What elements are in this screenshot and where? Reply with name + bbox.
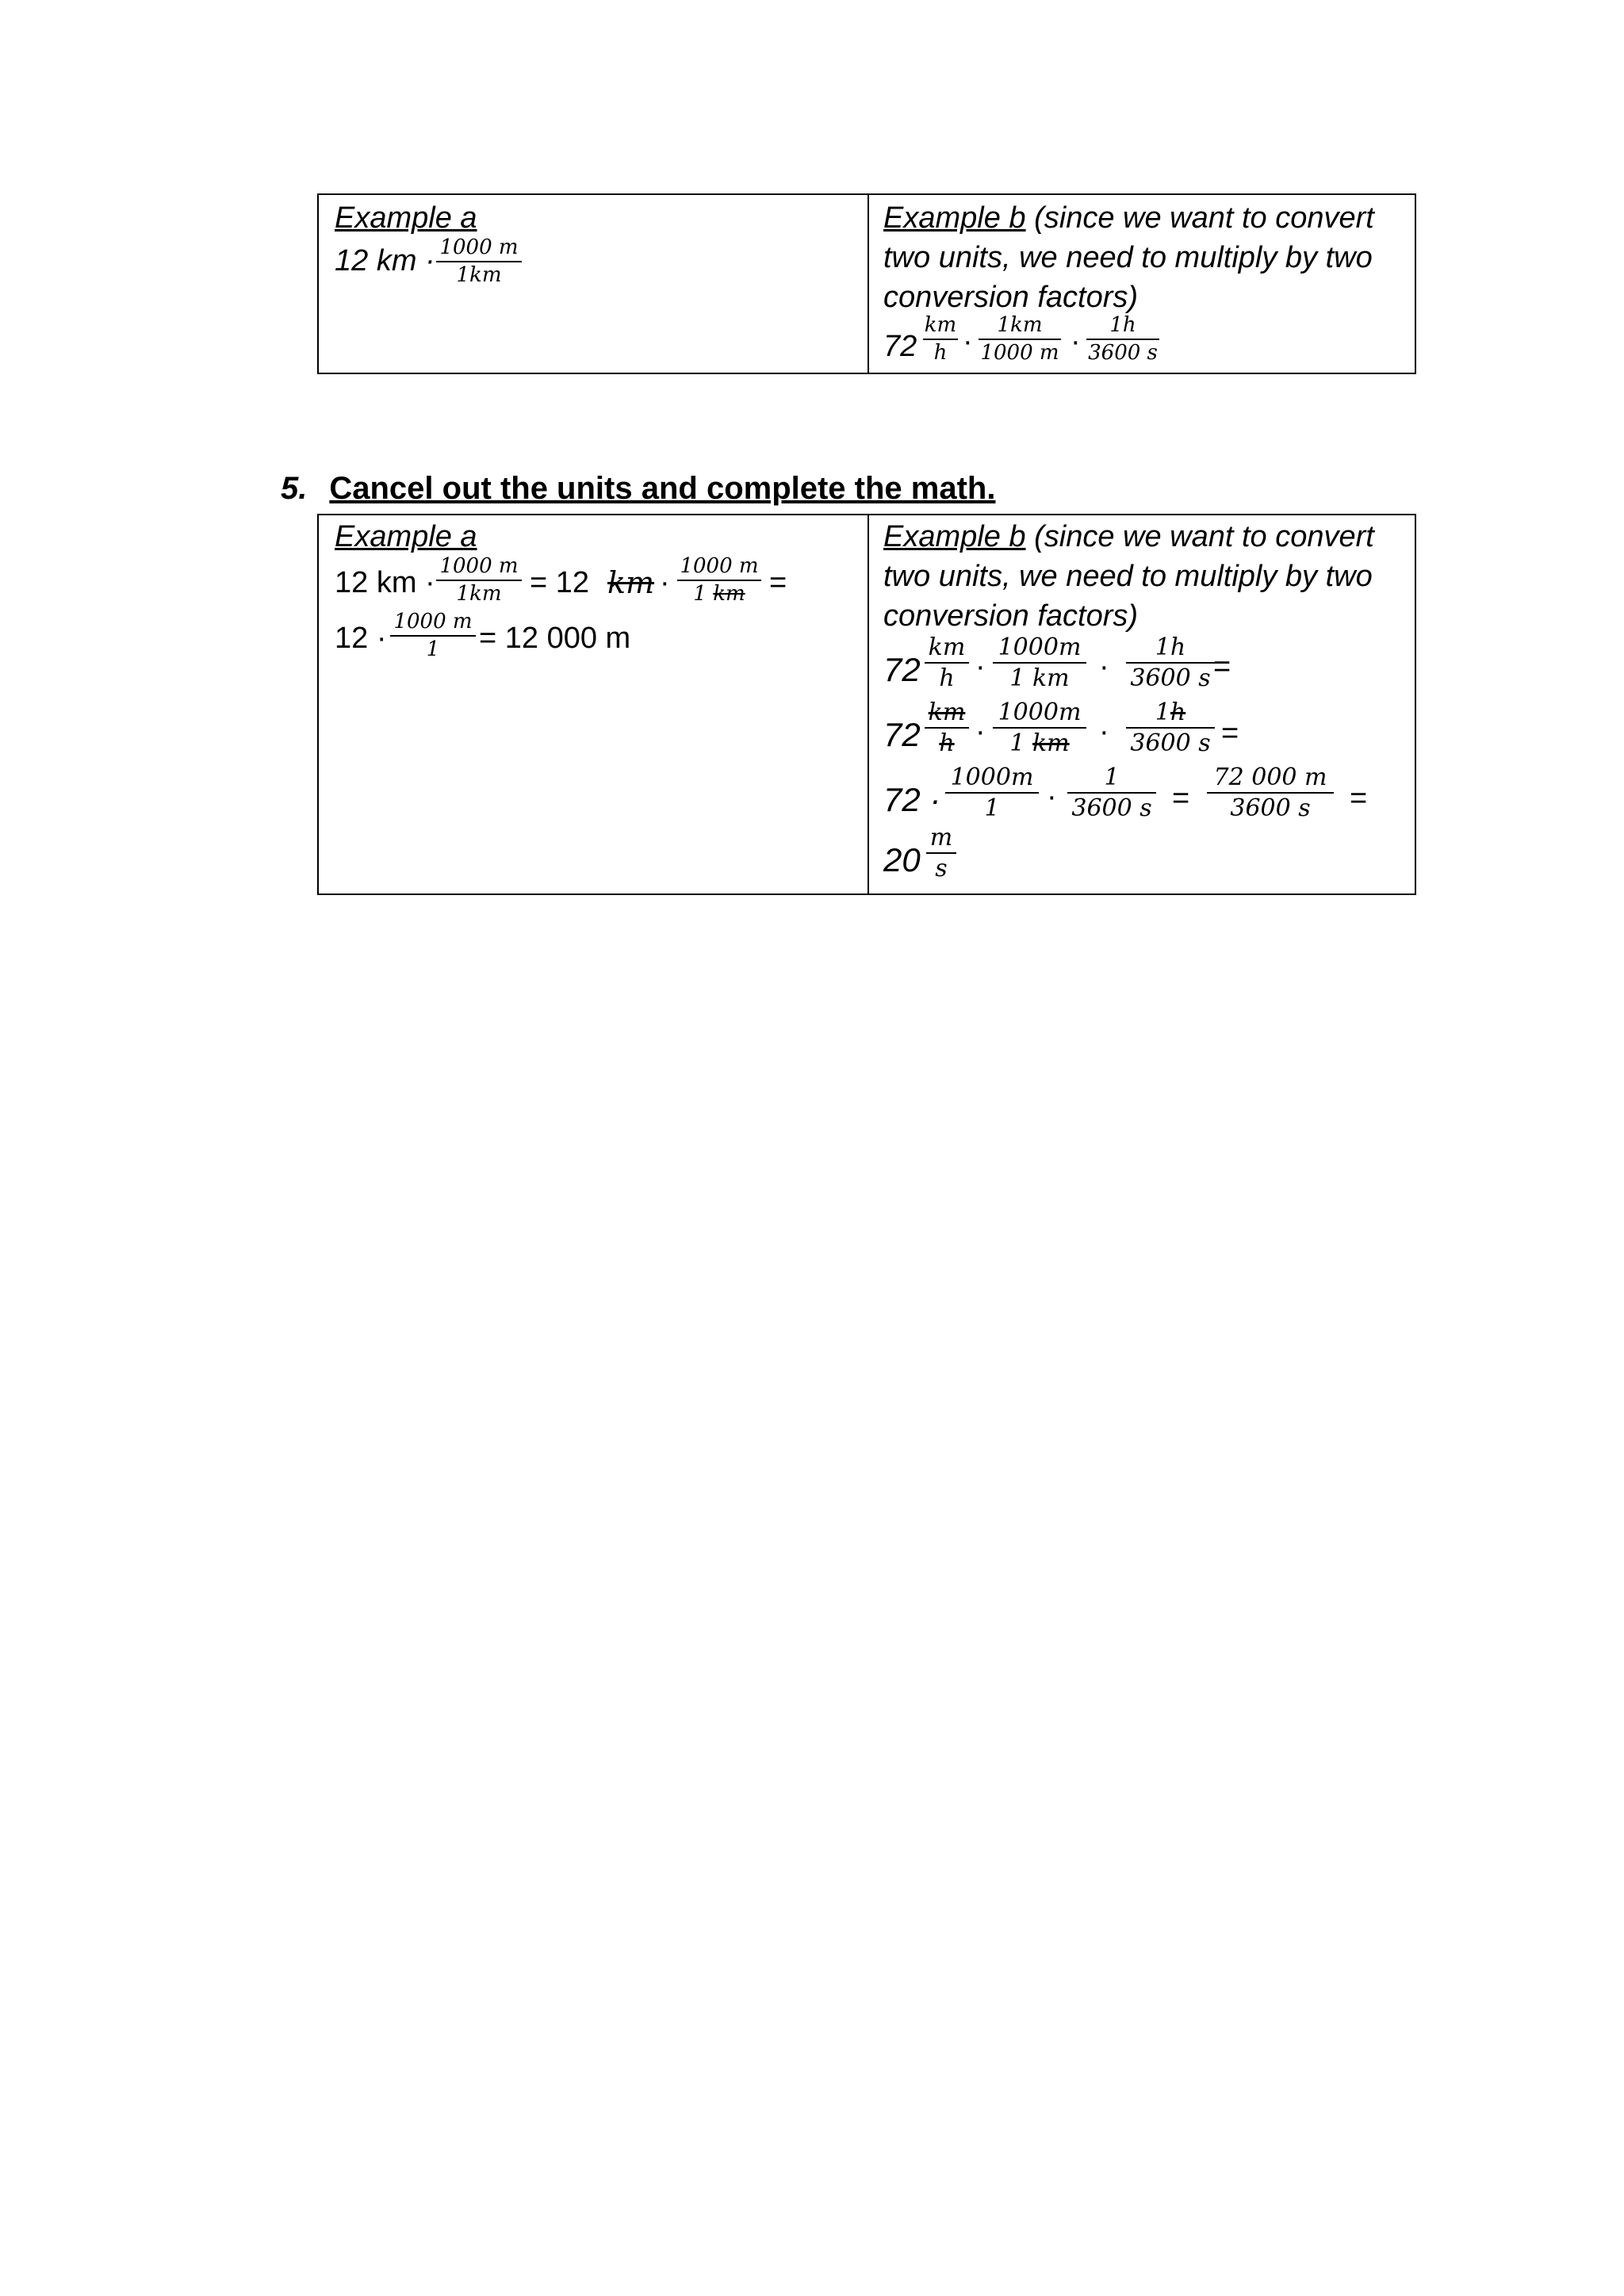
example-b-note-line3: conversion factors) (883, 281, 1139, 314)
fraction-denominator: h (933, 340, 948, 365)
example-a-line1-fraction (436, 555, 522, 605)
cancelled-km: km (607, 565, 655, 600)
fraction-numerator: 1km (997, 313, 1043, 337)
row2-lead: 72 (883, 716, 921, 753)
row2-rate-fraction-cancelled (925, 699, 969, 756)
example-a-line1-prefix: 12 km · (335, 566, 435, 599)
column-divider (868, 515, 869, 894)
row1-meter-factor (993, 634, 1086, 691)
fraction-denominator: 3600 s (1130, 664, 1211, 692)
equals-sign: = (1172, 782, 1190, 815)
fraction-numerator: 1h (1155, 633, 1186, 661)
example-b-note-line3: conversion factors) (883, 599, 1139, 633)
final-result-number: 20 (883, 841, 921, 878)
fraction-numerator: 1000 m (680, 554, 759, 578)
fraction-numerator: 1h (1109, 313, 1136, 337)
fraction-numerator (1155, 699, 1185, 725)
fraction-denominator: 1 km (1009, 664, 1070, 692)
example-a-line2-prefix: 12 · (335, 622, 387, 655)
step-title: Cancel out the units and complete the math. (329, 471, 996, 506)
fraction-numerator: m (929, 824, 953, 851)
equals-sign: = (1350, 782, 1368, 815)
multiply-dot: · (963, 325, 973, 358)
equals-twelve: = 12 (530, 566, 590, 599)
example-b-note-line2: two units, we need to multiply by two (883, 241, 1373, 274)
fraction-numerator: 1000m (950, 763, 1034, 791)
cancelled-km: km (713, 581, 745, 606)
step-number: 5. (281, 471, 308, 506)
fraction-denominator (1009, 730, 1069, 756)
cancelled-h: h (1170, 698, 1186, 726)
fraction-denominator: 1000 m (980, 340, 1059, 365)
conversion-table-1 (317, 193, 1416, 374)
denominator-number: 1 (1009, 729, 1025, 757)
row3-meter-fraction (945, 764, 1039, 821)
example-b-label: Example b (883, 520, 1026, 553)
fraction-numerator: 72 000 m (1213, 763, 1327, 791)
example-a-label: Example a (335, 520, 477, 553)
example-b-note-line1: (since we want to convert (1034, 520, 1374, 553)
multiply-dot: · (660, 566, 670, 599)
example-a-expression-prefix: 12 km · (335, 244, 435, 277)
row3-product-fraction (1207, 764, 1334, 821)
example-b-heading (883, 522, 1374, 552)
numerator-number: 1 (1155, 698, 1170, 726)
example-b-note-line2: two units, we need to multiply by two (883, 560, 1373, 593)
example-b-km-factor (979, 314, 1061, 364)
cancelled-km: km (1032, 729, 1070, 757)
equals-sign: = (1213, 650, 1231, 683)
fraction-numerator: km (924, 313, 957, 337)
fraction-denominator: 3600 s (1130, 729, 1211, 757)
example-b-heading (883, 203, 1374, 233)
denominator-number: 1 (693, 581, 707, 606)
fraction-denominator (693, 583, 745, 606)
fraction-numerator: 1000m (998, 698, 1082, 726)
fraction-numerator: 1000 m (439, 554, 519, 578)
row1-lead: 72 (883, 651, 921, 688)
row3-lead: 72 · (883, 781, 941, 818)
example-b-label: Example b (883, 201, 1026, 235)
fraction-numerator: 1000m (998, 633, 1082, 661)
fraction-denominator: 3600 s (1071, 794, 1152, 822)
fraction-denominator: 1 (984, 794, 1000, 822)
fraction-numerator: 1 (1104, 763, 1120, 791)
fraction-numerator: 1000 m (439, 235, 519, 259)
fraction-denominator: 3600 s (1230, 794, 1311, 822)
example-b-note-line1: (since we want to convert (1034, 201, 1374, 235)
cancelled-denominator: h (939, 729, 955, 757)
row2-meter-factor (993, 699, 1086, 756)
fraction-denominator: 1km (456, 262, 502, 287)
final-result-unit (926, 825, 956, 882)
step-heading (281, 471, 995, 507)
example-b-lead-number: 72 (883, 330, 917, 363)
fraction-denominator: 1 (426, 637, 440, 661)
example-b-hour-factor (1086, 314, 1159, 364)
example-a-conversion-fraction (436, 236, 522, 286)
equals-sign: = (1221, 717, 1239, 750)
example-a-line1-cancel-fraction (677, 555, 761, 605)
multiply-dot: · (1071, 325, 1081, 358)
example-a-result: = 12 000 m (479, 622, 631, 655)
row1-hour-factor (1126, 634, 1215, 691)
cancelled-numerator: km (928, 698, 966, 726)
fraction-denominator: 1km (456, 581, 502, 606)
row1-rate-fraction (925, 634, 969, 691)
row3-second-fraction (1067, 764, 1156, 821)
multiply-dot: · (1099, 650, 1109, 683)
conversion-table-2 (317, 514, 1416, 895)
fraction-numerator: km (928, 633, 966, 661)
multiply-dot: · (975, 650, 986, 683)
fraction-denominator: 3600 s (1088, 340, 1158, 365)
example-a-label: Example a (335, 201, 477, 235)
fraction-denominator: h (939, 664, 955, 692)
example-b-rate-fraction (923, 314, 958, 364)
equals-sign: = (769, 566, 787, 599)
multiply-dot: · (1047, 780, 1057, 813)
multiply-dot: · (975, 715, 986, 748)
fraction-numerator: 1000 m (393, 610, 473, 633)
column-divider (868, 195, 869, 373)
example-a-line2-fraction (390, 610, 476, 660)
fraction-denominator: s (935, 855, 948, 882)
row2-hour-factor (1126, 699, 1215, 756)
multiply-dot: · (1099, 715, 1109, 748)
